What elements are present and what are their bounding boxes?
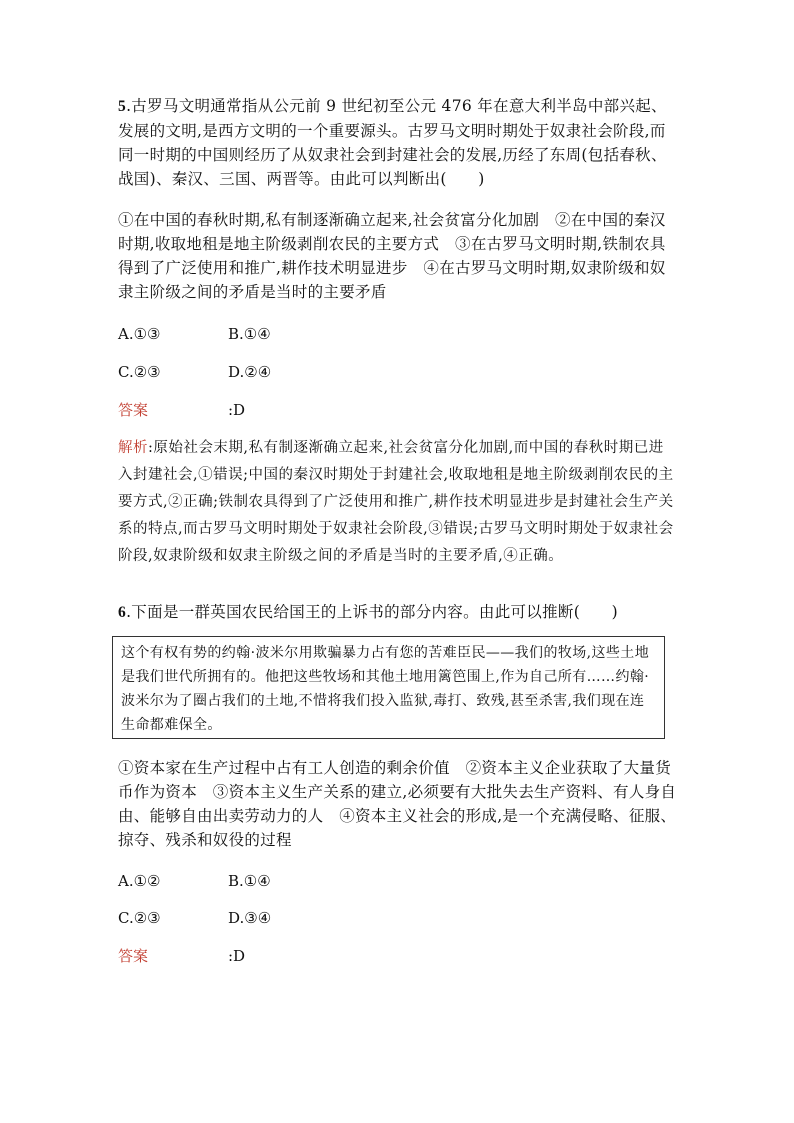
question-6-stem-text: .下面是一群英国农民给国王的上诉书的部分内容。由此可以推断( )	[126, 603, 618, 621]
answer-value: :D	[228, 401, 246, 419]
answer-label: 答案	[118, 947, 149, 965]
option-b: B.①④	[228, 325, 271, 343]
question-5	[118, 94, 678, 191]
question-6-number: 6	[118, 604, 127, 621]
question-5-options-row-2	[118, 362, 678, 382]
option-c: C.②③	[118, 363, 161, 381]
explain-label: 解析	[118, 440, 148, 456]
question-6-answer	[118, 946, 678, 966]
option-a: A.①③	[118, 325, 161, 343]
question-5-options-row-1	[118, 324, 678, 344]
question-6-statements	[118, 756, 678, 852]
question-5-statements-text: ①在中国的春秋时期,私有制逐渐确立起来,社会贫富分化加剧 ②在中国的秦汉时期,收取地租是地主阶级剥削农民的主要方式 ③在古罗马文明时期,铁制农具得到了广泛使用和推广,耕作技术明显进步 ④在古罗马文明时期,奴隶阶级和奴隶主阶级之间的矛盾是当时的主要矛盾	[118, 211, 666, 301]
question-6-statements-text: ①资本家在生产过程中占有工人创造的剩余价值 ②资本主义企业获取了大量货币作为资本 ③资本主义生产关系的建立,必须要有大批失去生产资料、有人身自由、能够自由出卖劳动力的人 ④资本主义社会的形成,是一个充满侵略、征服、掠夺、残杀和奴役的过程	[118, 759, 677, 849]
question-6-options-row-2	[118, 908, 678, 928]
quote-box	[112, 636, 665, 739]
option-a: A.①②	[118, 872, 161, 890]
option-d: D.③④	[228, 909, 272, 927]
question-5-statements	[118, 208, 678, 304]
question-6	[118, 600, 678, 625]
question-5-stem	[118, 94, 678, 191]
explain-text: :原始社会末期,私有制逐渐确立起来,社会贫富分化加剧,而中国的春秋时期已进入封建社会,①错误;中国的秦汉时期处于封建社会,收取地租是地主阶级剥削农民的主要方式,②正确;铁制农具得到了广泛使用和推广,耕作技术明显进步是封建社会生产关系的特点,而古罗马文明时期处于奴隶社会阶段,③错误;古罗马文明时期处于奴隶社会阶段,奴隶阶级和奴隶主阶级之间的矛盾是当时的主要矛盾,④正确。	[118, 440, 674, 564]
question-5-number: 5	[118, 98, 127, 115]
option-c: C.②③	[118, 909, 161, 927]
question-5-explanation	[118, 435, 678, 570]
quote-text: 这个有权有势的约翰·波米尔用欺骗暴力占有您的苦难臣民——我们的牧场,这些土地是我们世代所拥有的。他把这些牧场和其他土地用篱笆围上,作为自己所有……约翰·波米尔为了圈占我们的土地,不惜将我们投入监狱,毒打、致残,甚至杀害,我们现在连生命都难保全。	[121, 645, 650, 733]
option-d: D.②④	[228, 363, 272, 381]
option-b: B.①④	[228, 872, 271, 890]
question-6-options-row-1	[118, 871, 678, 891]
question-5-answer	[118, 400, 678, 420]
answer-value: :D	[228, 947, 246, 965]
question-5-stem-text: .古罗马文明通常指从公元前 9 世纪初至公元 476 年在意大利半岛中部兴起、发展的文明,是西方文明的一个重要源头。古罗马文明时期处于奴隶社会阶段,而同一时期的中国则经历了从奴隶社会到封建社会的发展,历经了东周(包括春秋、战国)、秦汉、三国、两晋等。由此可以判断出( )	[118, 97, 667, 188]
answer-label: 答案	[118, 401, 149, 419]
